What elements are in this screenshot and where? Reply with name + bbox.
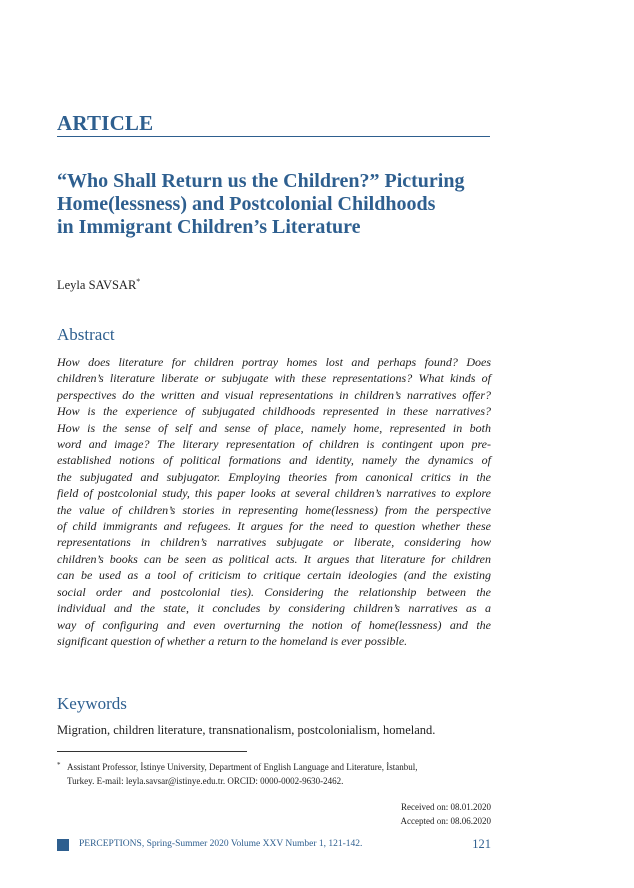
title-line-2: Home(lessness) and Postcolonial Childhoods: [57, 193, 436, 215]
footnote-mark: *: [57, 761, 61, 769]
abstract-line: established notions of political formations and identity, namely the dynamics of: [57, 453, 491, 468]
footer-square-icon: [57, 839, 69, 851]
abstract-line: perspectives do the written and visual representations in children’s narratives offer?: [57, 387, 491, 402]
article-title: [57, 170, 497, 239]
keywords-text: Migration, children literature, transnationalism, postcolonialism, homeland.: [57, 723, 436, 737]
abstract-line: How is the experience of subjugated childhoods represented in these narratives?: [57, 404, 491, 419]
abstract-line: the subjugated and subjugator. Employing theories from canonical critics in the: [57, 469, 491, 484]
section-label: ARTICLE: [57, 111, 154, 135]
title-line-1: “Who Shall Return us the Children?” Picturing: [57, 170, 465, 192]
abstract-line: children’s literature liberate or subjugate with these representations? What kinds of: [57, 371, 491, 386]
footer-journal-citation: PERCEPTIONS, Spring-Summer 2020 Volume XXV Number 1, 121-142.: [79, 839, 363, 849]
footnote: [57, 760, 497, 788]
abstract-line: the value of children’s stories in representing home(lessness) from the perspective: [57, 502, 491, 517]
abstract-line: How does literature for children portray homes lost and perhaps found? Does: [57, 355, 491, 369]
author-footnote-mark: *: [136, 276, 141, 286]
abstract-line: significant question of whether a return to the homeland is ever possible.: [57, 633, 408, 648]
abstract-line: word and image? The literary representation of children is contingent upon pre-: [57, 437, 491, 452]
abstract-heading: Abstract: [57, 325, 115, 344]
accepted-date: Accepted on: 08.06.2020: [400, 816, 491, 826]
author-name: Leyla SAVSAR: [57, 278, 137, 292]
abstract-line: of child immigrants and refugees. It argues for the need to question whether these: [57, 519, 491, 534]
abstract-line: representations in children’s narratives subjugate or liberate, considering how: [57, 535, 491, 550]
section-rule: [57, 136, 490, 137]
abstract-line: children’s books can be seen as political acts. It argues that literature for children: [57, 551, 491, 566]
keywords-heading: Keywords: [57, 694, 127, 713]
abstract-line: social order and postcolonial ties). Considering the relationship between the: [57, 584, 491, 599]
footnote-line: Assistant Professor, İstinye University, Department of English Language and Literature, İstanbul,: [67, 762, 418, 772]
abstract-line: How is the sense of self and sense of place, namely home, represented in both: [57, 420, 491, 435]
submission-dates: [401, 800, 491, 828]
footnote-line: Turkey. E-mail: leyla.savsar@istinye.edu.tr. ORCID: 0000-0002-9630-2462.: [67, 776, 344, 786]
abstract-line: individual and the state, it concludes by considering children’s narratives as a: [57, 601, 491, 616]
abstract-line: can be used as a tool of criticism to critique certain ideologies (and the existing: [57, 568, 491, 583]
page-number: 121: [472, 837, 491, 851]
title-line-3: in Immigrant Children’s Literature: [57, 216, 361, 238]
author: [57, 278, 140, 293]
received-date: Received on: 08.01.2020: [401, 802, 491, 812]
footnote-rule: [57, 751, 247, 752]
abstract-body: [57, 354, 491, 649]
abstract-line: field of postcolonial study, this paper looks at several children’s narratives to explore: [57, 486, 491, 501]
abstract-line: way of configuring and even overturning the notion of home(lessness) and the: [57, 617, 491, 632]
